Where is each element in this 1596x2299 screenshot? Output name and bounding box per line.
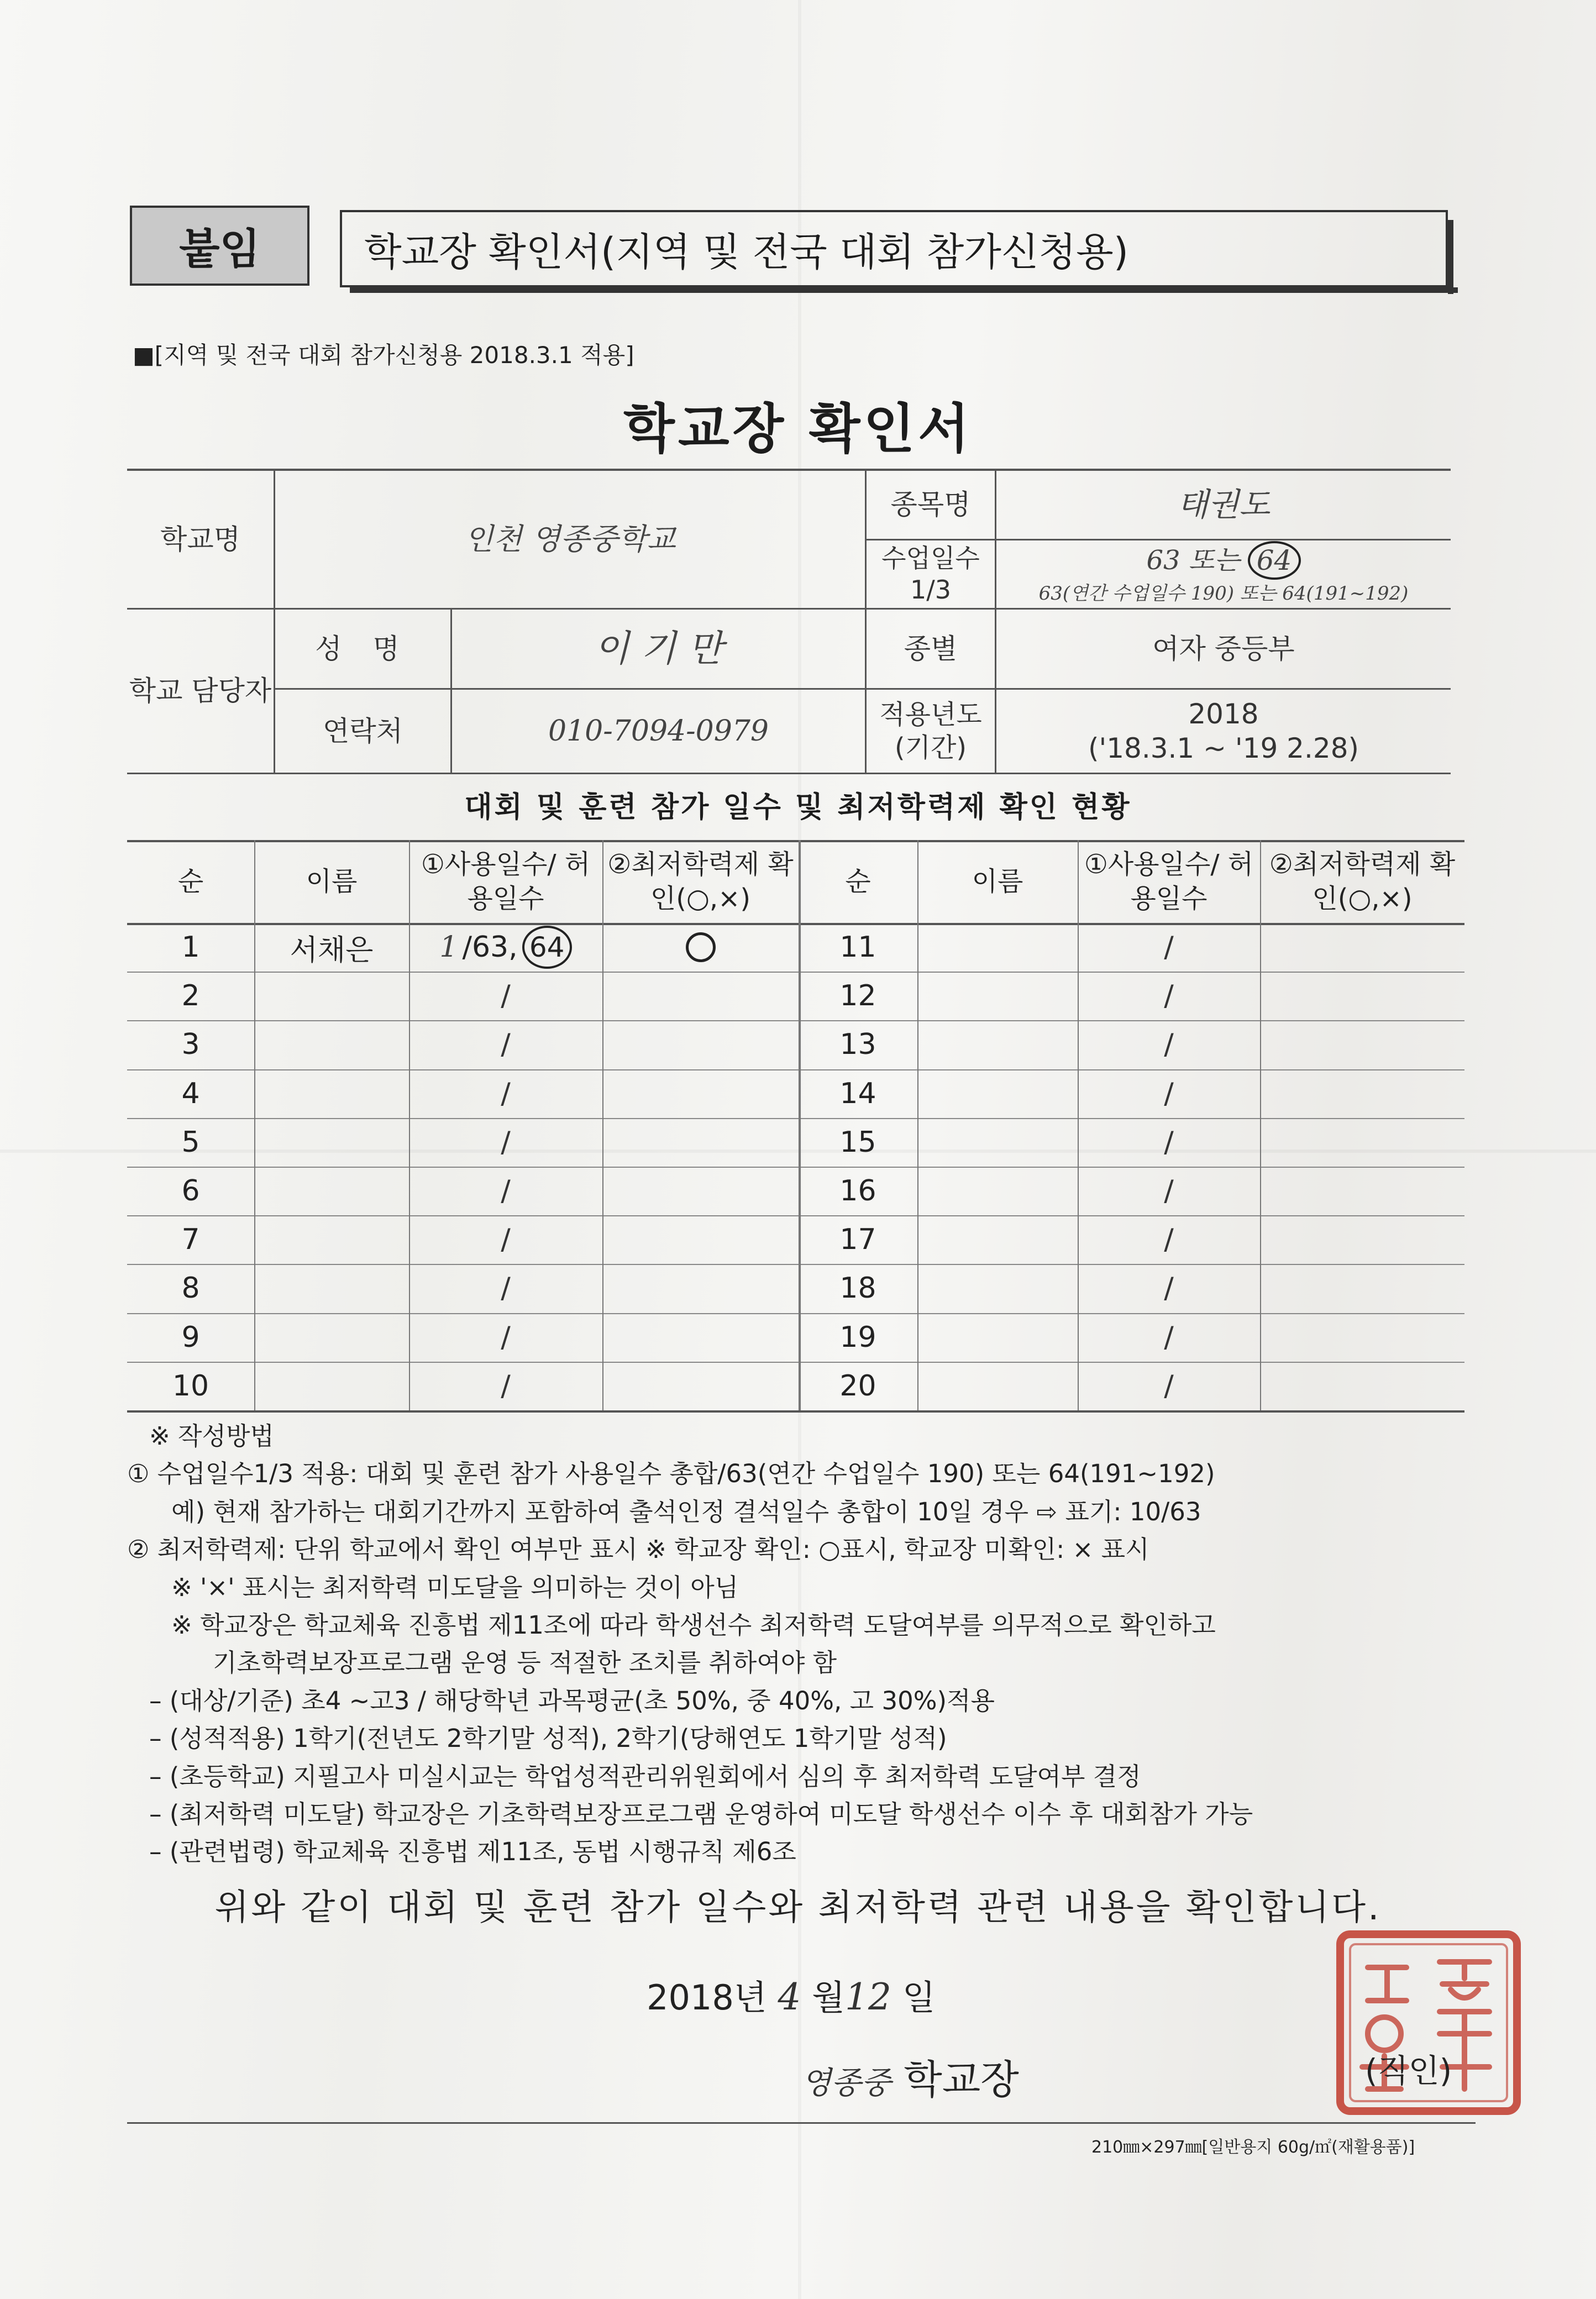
row-number: 19 (839, 1320, 876, 1354)
instruction-1-example: 예) 현재 참가하는 대회기간까지 포함하여 출석인정 결석일수 총합이 10일 경우 ⇨ 표기: 10/63 (171, 1497, 1201, 1526)
date-year: 2018년 (647, 1977, 767, 2018)
table-header-no: 순 (177, 865, 204, 897)
row-number: 5 (181, 1125, 200, 1159)
class-days-circled: 64 (1248, 541, 1301, 580)
instruction-2b: ※ 학교장은 학교체육 진흥법 제11조에 따라 학생선수 최저학력 도달여부를 의무적으로 확인하고 (171, 1610, 1216, 1640)
instruction-1: ① 수업일수1/3 적용: 대회 및 훈련 참가 사용일수 총합/63(연간 수업일수 190) 또는 64(191~192) (127, 1459, 1215, 1489)
days-slash: / (1164, 1125, 1174, 1159)
student-name: 서채은 (290, 933, 374, 967)
days-slash: / (1164, 1272, 1174, 1305)
days-allowed: /63, (462, 931, 518, 964)
principal-label: 학교장 (904, 2056, 1019, 2103)
row-number: 2 (181, 979, 200, 1013)
staff-name-label: 성 명 (315, 632, 411, 665)
row-number: 8 (181, 1272, 200, 1305)
row-number: 20 (839, 1369, 876, 1403)
row-number: 13 (839, 1028, 876, 1062)
row-number: 12 (839, 979, 876, 1013)
class-days-note: 63(연간 수업일수 190) 또는 64(191~192) (1038, 582, 1409, 605)
category-value: 여자 중등부 (1152, 632, 1295, 665)
form-title: 학교장 확인서 (623, 398, 973, 460)
table-row-divider (127, 1264, 1464, 1265)
days-slash: / (501, 1077, 511, 1110)
date-month-label: 월 (812, 1977, 846, 2018)
table-border (127, 1410, 1464, 1413)
staff-label: 학교 담당자 (129, 675, 272, 707)
contact-label: 연락처 (323, 715, 403, 747)
literacy-check (602, 923, 799, 972)
row-number: 11 (839, 931, 876, 964)
attachment-label: 붙임 (130, 206, 309, 286)
sport-label: 종목명 (890, 489, 971, 521)
year-label: 적용년도 (기간) (879, 699, 982, 763)
date-day-label: 일 (902, 1977, 936, 2018)
table-column-divider (1260, 840, 1261, 1410)
instructions (127, 1418, 1520, 1871)
table-column-divider (917, 840, 918, 1410)
table-header-name: 이름 (306, 865, 358, 897)
days-slash: / (501, 1320, 511, 1354)
detail-2: – (성적적용) 1학기(전년도 2학기말 성적), 2학기(당해연도 1학기말 성적) (149, 1724, 947, 1754)
days-slash: / (1164, 1223, 1174, 1257)
row-number: 10 (172, 1369, 209, 1403)
document-title: 학교장 확인서(지역 및 전국 대회 참가신청용) (364, 229, 1129, 275)
applicability-note: ■[지역 및 전국 대회 참가신청용 2018.3.1 적용] (133, 342, 634, 369)
grid-line (127, 773, 1451, 774)
year-block (996, 690, 1451, 773)
instruction-2c: 기초학력보장프로그램 운영 등 적절한 조치를 취하여야 함 (213, 1648, 837, 1678)
days-slash: / (1164, 1077, 1174, 1110)
days-slash: / (501, 1223, 511, 1257)
days-used: 1 (439, 931, 458, 964)
days-slash: / (501, 1174, 511, 1208)
days-slash: / (501, 1028, 511, 1062)
table-row-divider (127, 1020, 1464, 1021)
days-slash: / (501, 1272, 511, 1305)
category-label: 종별 (904, 632, 958, 665)
detail-3: – (초등학교) 지필고사 미실시교는 학업성적관리위원회에서 심의 후 최저학력 도달여부 결정 (149, 1761, 1141, 1791)
class-days-value: 63 또는 (1146, 545, 1240, 576)
table-header-days: ①사용일수/ 허용일수 (421, 848, 591, 914)
signature-date (647, 1970, 936, 2019)
days-slash: / (1164, 979, 1174, 1013)
sport-value: 태권도 (1177, 486, 1271, 524)
table-row-divider (127, 1069, 1464, 1070)
row-number: 1 (181, 931, 200, 964)
school-handwritten: 영종중 (801, 2065, 891, 2101)
detail-4: – (최저학력 미도달) 학교장은 기초학력보장프로그램 운영하여 미도달 학생선수 이수 후 대회참가 가능 (149, 1799, 1253, 1829)
table-header-days: ①사용일수/ 허용일수 (1084, 848, 1254, 914)
official-seal-stamp (1329, 1923, 1528, 2122)
staff-name-value: 이 기 만 (594, 627, 723, 670)
instruction-2a: ※ '×' 표시는 최저학력 미도달을 의미하는 것이 아님 (171, 1572, 739, 1602)
row-number: 3 (181, 1028, 200, 1062)
table-row-divider (127, 1167, 1464, 1168)
instructions-heading: ※ 작성방법 (149, 1421, 274, 1451)
school-name-label: 학교명 (160, 523, 240, 555)
days-slash: / (1164, 1174, 1174, 1208)
table-row-divider (127, 1215, 1464, 1216)
principal-line (801, 2048, 1019, 2105)
seal-placeholder: (직인) (1365, 2052, 1452, 2090)
instruction-2: ② 최저학력제: 단위 학교에서 확인 여부만 표시 ※ 학교장 확인: ○표시, 학교장 미확인: × 표시 (127, 1535, 1149, 1565)
used-allowed-days (409, 923, 602, 972)
table-row-divider (127, 1118, 1464, 1119)
days-slash: / (1164, 1369, 1174, 1403)
year-period: ('18.3.1 ~ '19 2.28) (1088, 732, 1359, 764)
school-name-value: 인천 영종중학교 (464, 522, 676, 557)
days-slash: / (501, 979, 511, 1013)
row-number: 16 (839, 1174, 876, 1208)
year-value: 2018 (1188, 697, 1259, 730)
detail-1: – (대상/기준) 초4 ~고3 / 해당학년 과목평균(초 50%, 중 40%, 고 30%)적용 (149, 1686, 995, 1715)
table-row-divider (127, 1313, 1464, 1314)
table-header-check: ②최저학력제 확인(○,×) (1269, 848, 1456, 914)
contact-value: 010-7094-0979 (548, 714, 769, 748)
row-number: 18 (839, 1272, 876, 1305)
confirmation-statement: 위와 같이 대회 및 훈련 참가 일수와 최저학력 관련 내용을 확인합니다. (214, 1887, 1382, 1928)
table-header-check: ②최저학력제 확인(○,×) (607, 848, 794, 914)
days-slash: / (1164, 931, 1174, 964)
check-circle-mark (686, 932, 716, 962)
row-number: 4 (181, 1077, 200, 1110)
detail-5: – (관련법령) 학교체육 진흥법 제11조, 동법 시행규칙 제6조 (149, 1837, 796, 1867)
row-number: 14 (839, 1077, 876, 1110)
days-slash: / (501, 1369, 511, 1403)
class-days-label: 수업일수 1/3 (881, 543, 980, 605)
row-number: 6 (181, 1174, 200, 1208)
footer-divider (127, 2122, 1476, 2124)
days-slash: / (1164, 1320, 1174, 1354)
row-number: 9 (181, 1320, 200, 1354)
row-number: 7 (181, 1223, 200, 1257)
paper-spec: 210㎜×297㎜[일반용지 60g/㎡(재활용품)] (1091, 2138, 1415, 2157)
table-header-no: 순 (845, 865, 871, 897)
class-days-options (996, 540, 1451, 580)
document-title-box (340, 210, 1448, 287)
status-table-title: 대회 및 훈련 참가 일수 및 최저학력제 확인 현황 (464, 791, 1132, 824)
table-header-name: 이름 (972, 865, 1023, 897)
table-row-divider (127, 1362, 1464, 1363)
row-number: 15 (839, 1125, 876, 1159)
days-slash: / (501, 1125, 511, 1159)
table-row-divider (127, 972, 1464, 973)
days-circled: 64 (522, 926, 572, 969)
days-slash: / (1164, 1028, 1174, 1062)
row-number: 17 (839, 1223, 876, 1257)
date-month-handwritten: 4 (778, 1976, 801, 2018)
date-day-handwritten: 12 (845, 1976, 892, 2018)
